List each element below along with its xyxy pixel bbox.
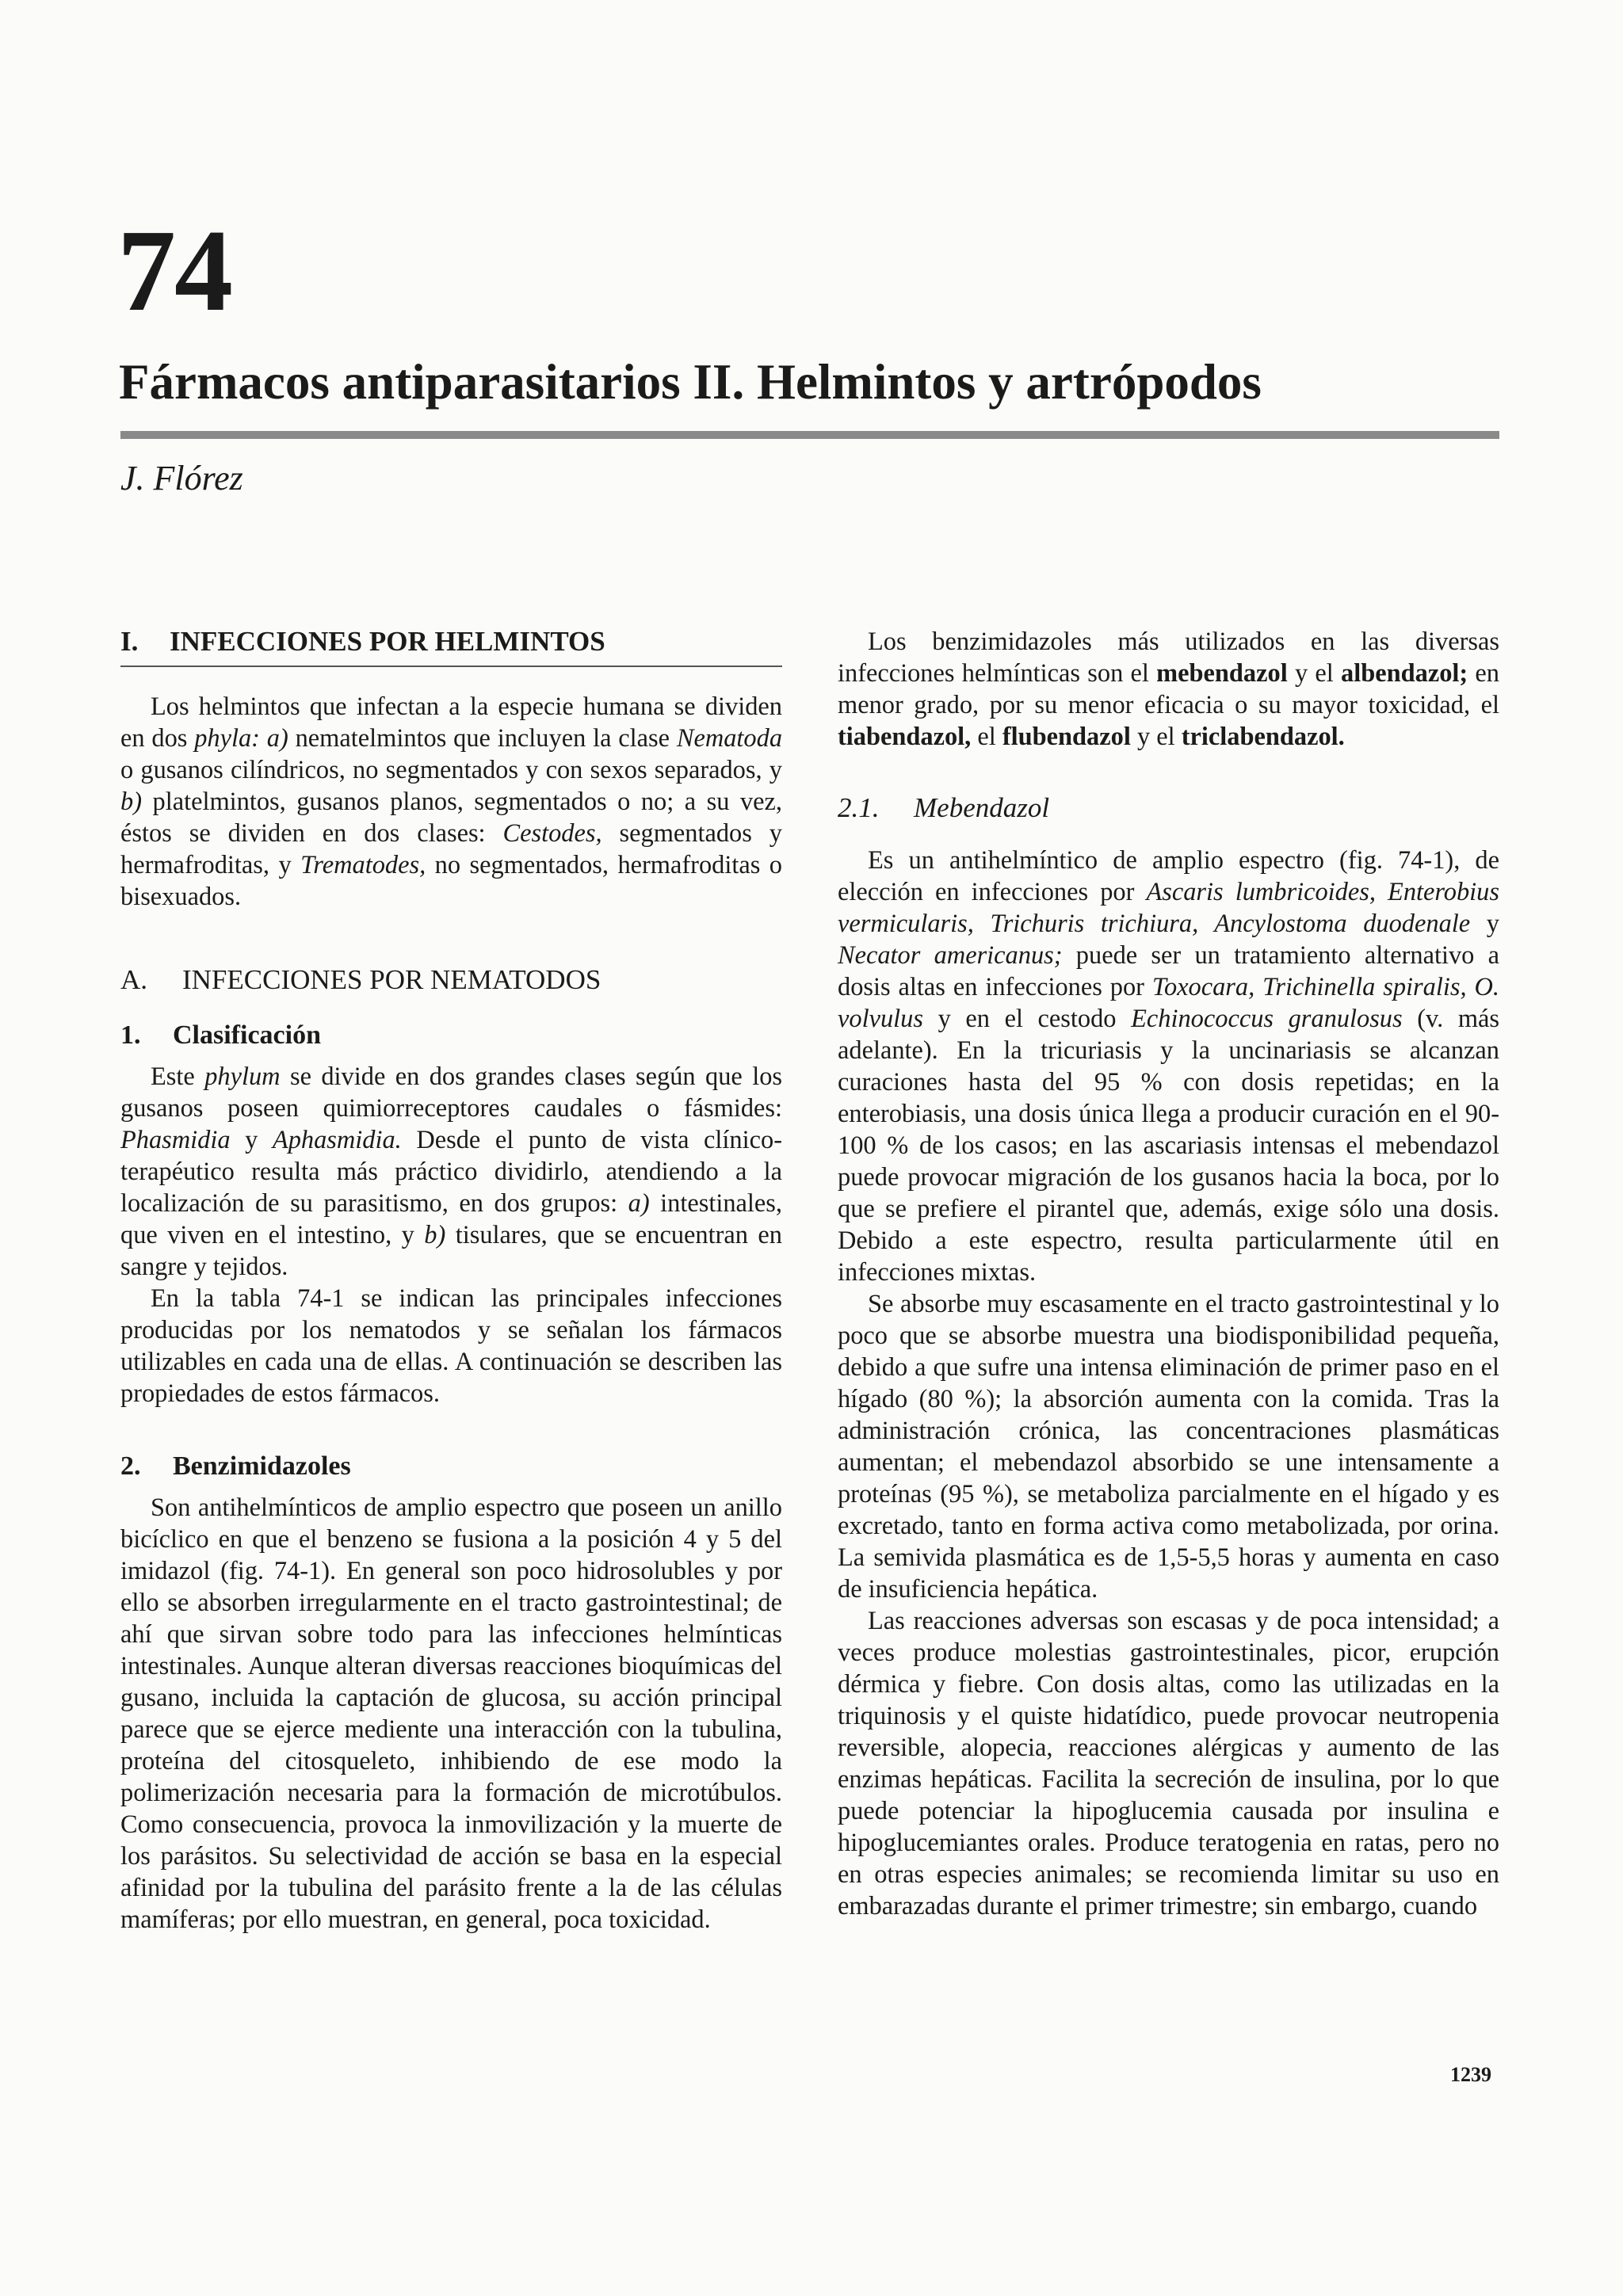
section-heading-nematodos: A. INFECCIONES POR NEMATODOS — [120, 964, 601, 995]
page-number: 1239 — [1450, 2063, 1491, 2086]
right-column — [838, 626, 1499, 1922]
chapter-title: Fármacos antiparasitarios II. Helmintos y artrópodos — [119, 354, 1262, 410]
section-heading-helmintos: I. INFECCIONES POR HELMINTOS — [120, 626, 605, 657]
subsection-heading-mebendazol: 2.1. Mebendazol — [838, 792, 1050, 823]
paragraph-mebendazol-espectro: Es un antihelmíntico de amplio espectro (fig. 74-1), de elección en infecciones por Ascaris lumbricoides, Enterobius vermicularis, Trichuris trichiura, Ancylostoma duodenale y Necator americanus; puede ser un tratamiento alternativo a dosis altas en infecciones por Toxocara, Trichinella spiralis, O. volvulus y en el cestodo Echinococcus granulosus (v. más adelante). En la tricuriasis y la uncinariasis se alcanzan curaciones hasta del 95 % con dosis repetidas; en la enterobiasis, una dosis única llega a producir curación en el 90-100 % de los casos; en las ascariasis intensas el mebendazol puede provocar migración de los gusanos hacia la boca, por lo que se prefiere el pirantel que, además, exige sólo una dosis. Debido a este espectro, resulta particularmente útil en infecciones mixtas. — [838, 846, 1499, 1287]
subsection-heading-benzimidazoles: 2. Benzimidazoles — [120, 1451, 351, 1481]
title-divider — [120, 431, 1499, 439]
paragraph-mebendazol-absorcion: Se absorbe muy escasamente en el tracto gastrointestinal y lo poco que se absorbe muestra una biodisponibilidad pequeña, debido a que sufre una intensa eliminación de primer paso en el hígado (80 %); la absorción aumenta con la comida. Tras la administración crónica, las concentraciones plasmáticas aumentan; el mebendazol absorbido se une intensamente a proteínas (95 %), se metaboliza parcialmente en el hígado y es excretado, tanto en forma activa como metabolizada, por orina. La semivida plasmática es de 1,5-5,5 horas y aumenta en caso de insuficiencia hepática. — [838, 1290, 1499, 1604]
paragraph-helmintos-intro: Los helmintos que infectan a la especie humana se dividen en dos phyla: a) nematelmintos que incluyen la clase Nematoda o gusanos cilíndricos, no segmentados y con sexos separados, y b) platelmintos, gusanos planos, segmentados o no; a su vez, éstos se dividen en dos clases: Cestodes, segmentados y hermafroditas, y Trematodes, no segmentados, hermafroditas o bisexuados. — [120, 692, 783, 911]
section-divider — [120, 666, 782, 667]
subsection-heading-clasificacion: 1. Clasificación — [120, 1020, 321, 1050]
chapter-author: J. Flórez — [120, 459, 243, 498]
paragraph-benzimidazoles: Son antihelmínticos de amplio espectro que poseen un anillo bicíclico en que el benzeno se fusiona a la posición 4 y 5 del imidazol (fig. 74-1). En general son poco hidrosolubles y por ello se absorben irregularmente en el tracto gastrointestinal; de ahí que sirvan sobre todo para las infecciones helmínticas intestinales. Aunque alteran diversas reacciones bioquímicas del gusano, incluida la captación de glucosa, su acción principal parece que se ejerce mediente una interacción con la tubulina, proteína del citosqueleto, inhibiendo de ese modo la polimerización necesaria para la formación de microtúbulos. Como consecuencia, provoca la inmovilización y la muerte de los parásitos. Su selectividad de acción se basa en la especial afinidad por la tubulina del parásito frente a la de las células mamíferas; por ello muestran, en general, poca toxicidad. — [120, 1493, 782, 1934]
chapter-number: 74 — [117, 206, 231, 336]
paragraph-mebendazol-reacciones: Las reacciones adversas son escasas y de poca intensidad; a veces produce molestias gastrointestinales, picor, erupción dérmica y fiebre. Con dosis altas, como las utilizadas en la triquinosis y el quiste hidatídico, puede provocar neutropenia reversible, alopecia, reacciones alérgicas y aumento de las enzimas hepáticas. Facilita la secreción de insulina, por lo que puede potenciar la hipoglucemia causada por insulina e hipoglucemiantes orales. Produce teratogenia en ratas, pero no en otras especies animales; se recomienda limitar su uso en embarazadas durante el primer trimestre; sin embargo, cuando — [838, 1607, 1499, 1920]
left-column — [120, 626, 782, 1936]
paragraph-clasificacion: Este phylum se divide en dos grandes clases según que los gusanos poseen quimiorreceptores caudales o fásmides: Phasmidia y Aphasmidia. Desde el punto de vista clínico-terapéutico resulta más práctico dividirlo, atendiendo a la localización de su parasitismo, en dos grupos: a) intestinales, que viven en el intestino, y b) tisulares, que se encuentran en sangre y tejidos. — [120, 1062, 783, 1281]
paragraph-benzimidazoles-utilizados: Los benzimidazoles más utilizados en las diversas infecciones helmínticas son el mebendazol y el albendazol; en menor grado, por su menor eficacia o su mayor toxicidad, el tiabendazol, el flubendazol y el triclabendazol. — [838, 627, 1500, 751]
paragraph-tabla: En la tabla 74-1 se indican las principales infecciones producidas por los nematodos y se señalan los fármacos utilizables en cada una de ellas. A continuación se describen las propiedades de estos fármacos. — [120, 1284, 782, 1408]
